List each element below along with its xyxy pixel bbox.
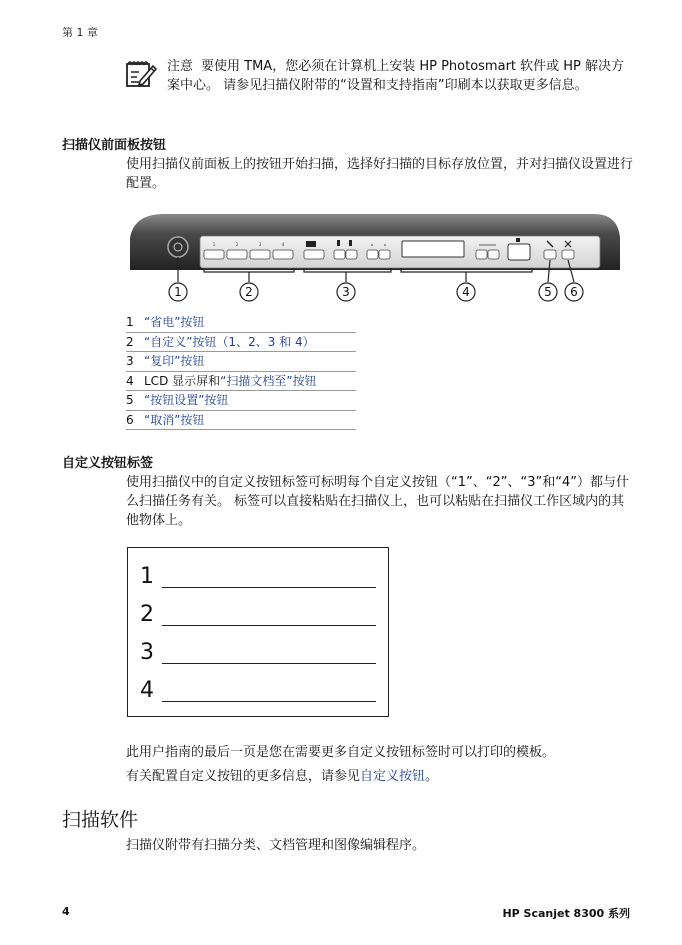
legend-row xyxy=(126,372,356,392)
label-line xyxy=(140,602,376,632)
legend-num: 2 xyxy=(126,334,134,349)
front-panel-heading: 扫描仪前面板按钮 xyxy=(62,138,167,153)
label-line xyxy=(140,564,376,594)
callout-5: 5 xyxy=(544,285,552,299)
legend-text[interactable]: “省电”按钮 xyxy=(144,315,205,329)
scan-software-heading: 扫描软件 xyxy=(62,809,139,831)
legend-num: 5 xyxy=(126,393,134,407)
label-number: 2 xyxy=(140,602,154,627)
custom-digit-1: 1 xyxy=(212,242,216,247)
legend-row xyxy=(126,391,356,411)
legend-row xyxy=(126,313,356,333)
callout-6: 6 xyxy=(570,285,578,299)
page-number: 4 xyxy=(62,905,70,918)
callout-4: 4 xyxy=(462,285,470,299)
label-number: 1 xyxy=(140,564,154,589)
legend-text[interactable]: “按钮设置”按钮 xyxy=(144,393,229,407)
legend-row xyxy=(126,352,356,372)
legend-text[interactable]: “取消”按钮 xyxy=(144,412,205,427)
note-icon xyxy=(124,57,158,91)
chapter-header: 第 1 章 xyxy=(62,26,98,39)
custom-labels-intro: 使用扫描仪中的自定义按钮标签可标明每个自定义按钮（“1”、“2”、“3”和“4”）都与什么扫描任务有关。 标签可以直接粘贴在扫描仪上，也可以粘贴在扫描仪工作区域内的其他物体上。 xyxy=(126,475,629,528)
template-note: 此用户指南的最后一页是您在需要更多自定义按钮标签时可以打印的模板。 xyxy=(126,745,556,760)
label-number: 3 xyxy=(140,640,154,665)
legend-row xyxy=(126,333,356,353)
label-line xyxy=(140,678,376,708)
legend-num: 6 xyxy=(126,412,134,427)
product-name: HP Scanjet 8300 系列 xyxy=(502,907,630,920)
legend-text[interactable]: “扫描文档至”按钮 xyxy=(220,373,317,388)
lcd-display xyxy=(402,241,464,257)
config-end: 。 xyxy=(425,769,439,784)
note-text: 要使用 TMA，您必须在计算机上安装 HP Photosmart 软件或 HP 解决方案中心。 请参见扫描仪附带的“设置和支持指南”印刷本以获取更多信息。 xyxy=(167,59,625,93)
label-number: 4 xyxy=(140,678,154,703)
note-block xyxy=(167,57,632,95)
custom-labels-heading: 自定义按钮标签 xyxy=(62,456,154,471)
legend-text-plain: LCD 显示屏和 xyxy=(144,373,221,388)
legend-text[interactable]: “自定义”按钮（1、2、3 和 4） xyxy=(144,334,315,349)
config-text: 有关配置自定义按钮的更多信息，请参见 xyxy=(126,769,361,784)
legend-num: 3 xyxy=(126,354,134,368)
legend-row xyxy=(126,411,356,431)
note-lead: 注意 xyxy=(167,59,194,74)
custom-digit-3: 3 xyxy=(258,242,262,247)
power-button-icon xyxy=(168,237,188,257)
legend-text[interactable]: “复印”按钮 xyxy=(144,354,205,368)
config-note xyxy=(126,767,634,786)
scan-software-text: 扫描仪附带有扫描分类、文档管理和图像编辑程序。 xyxy=(126,838,426,853)
callout-2: 2 xyxy=(245,285,253,299)
callout-3: 3 xyxy=(342,285,350,299)
legend-num: 4 xyxy=(126,373,134,388)
button-legend-table xyxy=(126,313,356,430)
custom-digit-4: 4 xyxy=(281,242,285,247)
callout-1: 1 xyxy=(174,285,182,299)
label-line xyxy=(140,640,376,670)
scanner-front-panel-diagram xyxy=(124,210,624,308)
custom-digit-2: 2 xyxy=(235,242,239,247)
custom-label-template xyxy=(127,547,389,717)
custom-buttons-link[interactable]: 自定义按钮 xyxy=(360,769,426,784)
front-panel-intro: 使用扫描仪前面板上的按钮开始扫描，选择好扫描的目标存放位置，并对扫描仪设置进行配置。 xyxy=(126,157,634,191)
legend-num: 1 xyxy=(126,315,134,329)
